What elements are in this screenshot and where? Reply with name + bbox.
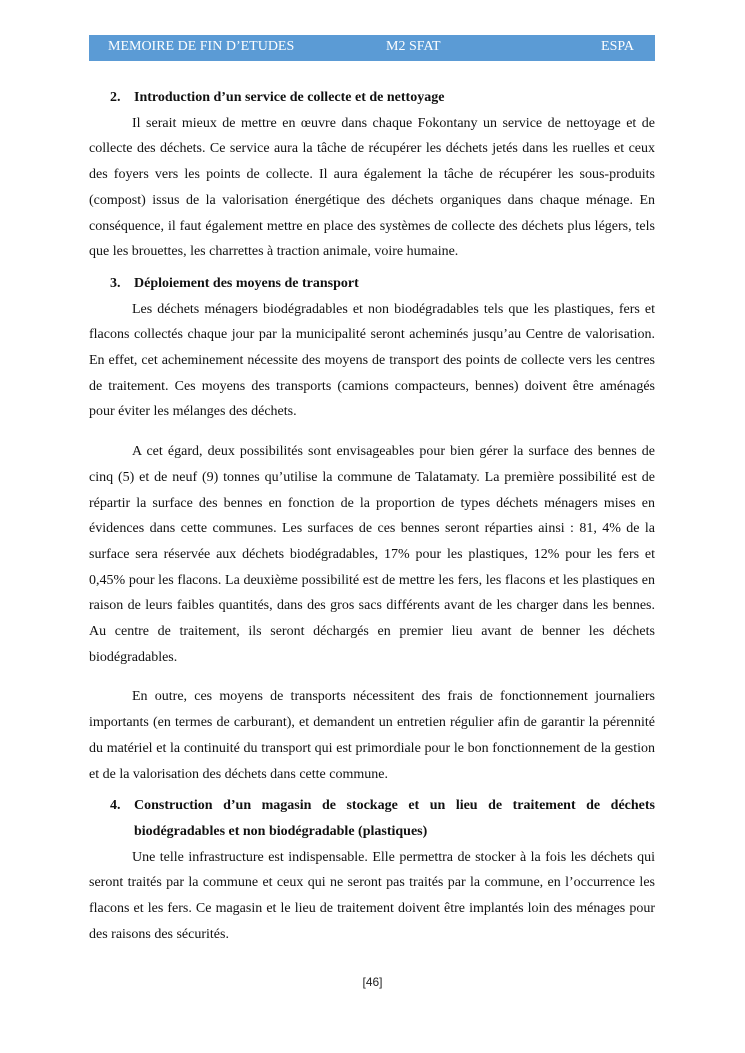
paragraph: A cet égard, deux possibilités sont envisageables pour bien gérer la surface des bennes de cinq (5) et de neuf (9) tonnes qu’utilise la commune de Talatamaty. La première possibilité est de répartir la surface des bennes en fonction de la proportion de types déchets ménagers mises en évidences dans cette communes. Les surfaces de ces bennes seront réparties ainsi : 81, 4% de la surface sera réservée aux déchets biodégradables, 17% pour les plastiques, 12% pour les fers et 0,45% pour les flacons. La deuxième possibilité est de mettre les fers, les flacons et les plastiques en raison de leurs faibles quantités, dans des gros sacs différents avant de les charger dans les bennes. Au centre de traitement, ils seront déchargés en premier lieu avant de benner les déchets biodégradables. (89, 444, 655, 665)
header-document-type: MEMOIRE DE FIN D’ETUDES (108, 39, 295, 54)
section-heading-2 (89, 85, 655, 111)
header-school: ESPA (601, 39, 634, 54)
section-number: 4. (110, 798, 121, 814)
page-header (89, 35, 655, 61)
section-number: 3. (110, 275, 121, 291)
header-program: M2 SFAT (386, 39, 441, 54)
section-heading-4 (89, 793, 655, 844)
paragraph: Les déchets ménagers biodégradables et non biodégradables tels que les plastiques, fers et flacons collectés chaque jour par la municipalité seront acheminés jusqu’au Centre de valorisation. En effet, cet acheminement nécessite des moyens de transport des points de collecte vers les centres de traitement. Ces moyens des transports (camions compacteurs, bennes) doivent être aménagés pour éviter les mélanges des déchets. (89, 301, 655, 420)
paragraph: En outre, ces moyens de transports nécessitent des frais de fonctionnement journaliers importants (en termes de carburant), et demandent un entretien régulier afin de garantir la pérennité du matériel et la continuité du transport qui est primordiale pour le bon fonctionnement de la gestion et de la valorisation des déchets dans cette commune. (89, 689, 655, 782)
page-number: [46] (362, 975, 383, 989)
section-heading-3 (89, 271, 655, 297)
section-title: Introduction d’un service de collecte et de nettoyage (134, 90, 445, 105)
paragraph: Il serait mieux de mettre en œuvre dans chaque Fokontany un service de nettoyage et de collecte des déchets. Ce service aura la tâche de récupérer les déchets jetés dans les ruelles et ceux des foyers vers les points de collecte. Il aura également la tâche de récupérer les sous-produits (compost) issus de la valorisation énergétique des déchets organiques dans chaque ménage. En conséquence, il faut également mettre en place des systèmes de collecte des déchets plus légers, tels que les brouettes, les charrettes à traction animale, voire humaine. (89, 115, 655, 260)
section-title: Construction d’un magasin de stockage et un lieu de traitement de déchets biodégradables et non biodégradable (plastiques) (134, 798, 655, 839)
paragraph: Une telle infrastructure est indispensable. Elle permettra de stocker à la fois les déchets qui seront traités par la commune et ceux qui ne seront pas traités par la commune, en l’occurrence les flacons et les fers. Ce magasin et le lieu de traitement doivent être implantés loin des ménages pour des raisons des sécurités. (89, 849, 655, 942)
section-title: Déploiement des moyens de transport (134, 275, 359, 291)
page-body (89, 85, 655, 948)
section-number: 2. (110, 90, 121, 105)
